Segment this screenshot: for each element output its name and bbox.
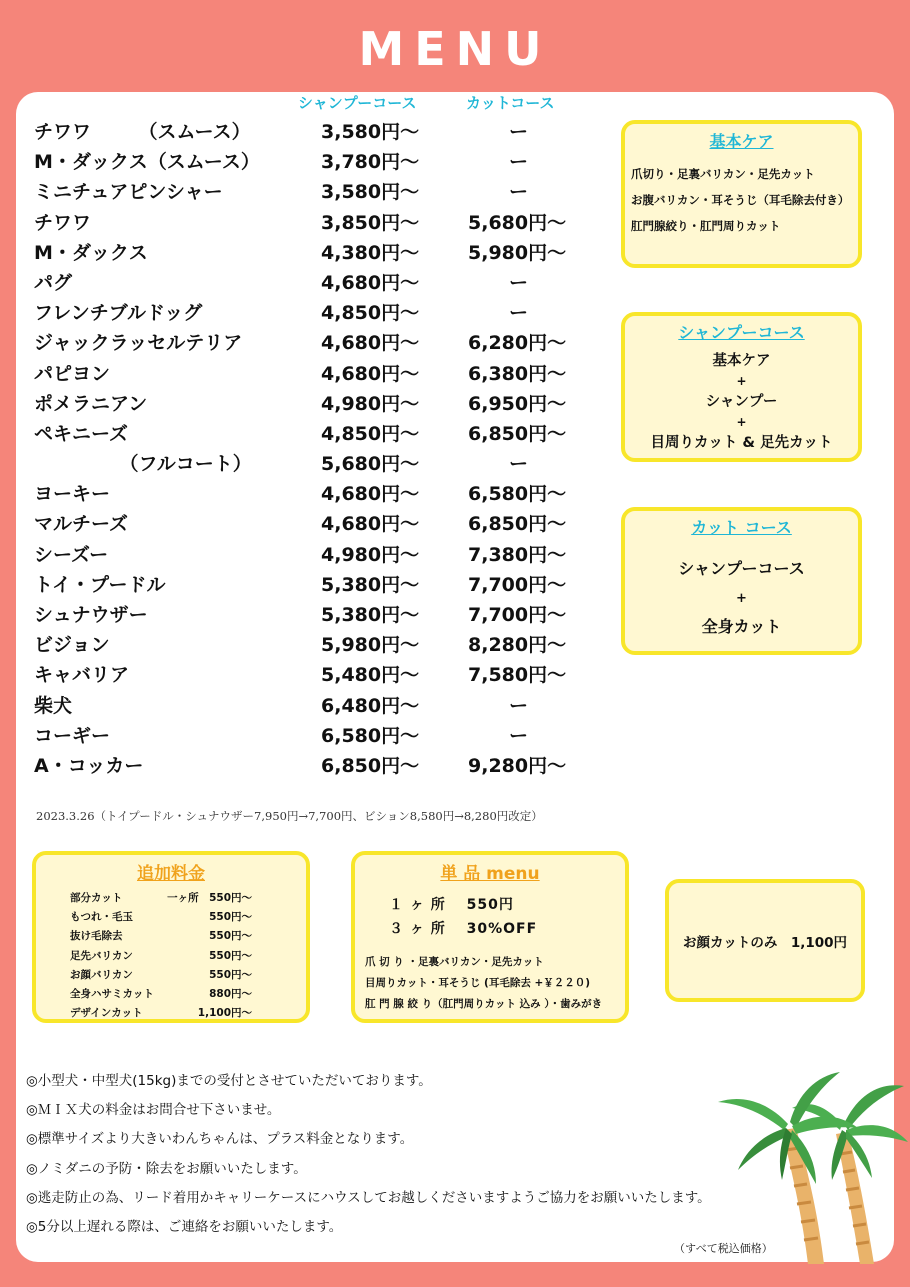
shampoo-price: 4,980円〜 bbox=[321, 543, 420, 566]
note-item: ◎5分以上遅れる際は、ご連絡をお願いいたします。 bbox=[26, 1218, 343, 1235]
tax-note: （すべて税込価格） bbox=[674, 1242, 773, 1255]
shampoo-price: 5,680円〜 bbox=[321, 453, 420, 476]
shampoo-course-line: シャンプー bbox=[705, 394, 778, 410]
shampoo-price: 3,580円〜 bbox=[321, 121, 420, 143]
plus-sign: + bbox=[736, 591, 747, 606]
cut-price: 6,950円〜 bbox=[468, 392, 567, 415]
extra-fee-name: 足先バリカン bbox=[70, 949, 133, 962]
notes-list bbox=[26, 1069, 711, 1244]
note-item: ◎小型犬・中型犬(15kg)までの受付とさせていただいております。 bbox=[26, 1073, 432, 1089]
cut-price: 5,980円〜 bbox=[468, 241, 567, 264]
shampoo-price: 4,680円〜 bbox=[321, 483, 420, 506]
cut-price: ー bbox=[509, 271, 529, 294]
price-row bbox=[34, 477, 594, 507]
breed-name: シュナウザー bbox=[34, 604, 148, 626]
cut-price: 9,280円〜 bbox=[468, 754, 567, 777]
extra-fee-item bbox=[36, 967, 306, 986]
price-row bbox=[34, 447, 594, 477]
cut-price: 7,700円〜 bbox=[468, 604, 567, 626]
shampoo-course-title: シャンプーコース bbox=[678, 323, 805, 342]
cut-price: 6,580円〜 bbox=[468, 483, 567, 506]
extra-fee-price: 550円〜 bbox=[209, 968, 252, 981]
price-row bbox=[34, 175, 594, 205]
shampoo-price: 6,580円〜 bbox=[321, 724, 420, 747]
shampoo-price: 3,780円〜 bbox=[321, 151, 420, 174]
price-row bbox=[34, 357, 594, 387]
revision-note: 2023.3.26（トイプードル・シュナウザー7,950円→7,700円、ビション8,580円→8,280円改定） bbox=[36, 809, 543, 823]
price-row bbox=[34, 206, 594, 236]
shampoo-price: 6,850円〜 bbox=[321, 754, 420, 777]
breed-name: ミニチュアピンシャー bbox=[34, 181, 223, 204]
shampoo-price: 4,850円〜 bbox=[321, 422, 420, 445]
extra-fee-price: 1,100円〜 bbox=[197, 1007, 252, 1020]
price-row bbox=[34, 538, 594, 568]
cut-price: ー bbox=[509, 453, 529, 476]
cut-price: ー bbox=[509, 302, 529, 325]
shampoo-course-box bbox=[621, 312, 862, 462]
column-header-shampoo: シャンプーコース bbox=[298, 94, 417, 112]
breed-name: ポメラニアン bbox=[34, 392, 148, 415]
page-title: MENU bbox=[358, 22, 552, 76]
shampoo-price: 4,850円〜 bbox=[321, 302, 420, 325]
breed-name: キャバリア bbox=[34, 664, 130, 687]
cut-price: 6,380円〜 bbox=[468, 362, 567, 385]
shampoo-price: 4,380円〜 bbox=[321, 241, 420, 264]
shampoo-price: 4,980円〜 bbox=[321, 392, 420, 415]
palm-tree-icon bbox=[712, 1064, 908, 1264]
shampoo-price: 5,380円〜 bbox=[321, 604, 420, 626]
price-row bbox=[34, 145, 594, 175]
shampoo-price: 6,480円〜 bbox=[321, 694, 420, 717]
extra-fees-list bbox=[36, 890, 306, 1024]
extra-fee-item bbox=[36, 1005, 306, 1024]
extra-fee-item bbox=[36, 948, 306, 967]
shampoo-course-line: 目周りカット & 足先カット bbox=[650, 435, 833, 451]
breed-name: パグ bbox=[34, 271, 73, 294]
single-menu-title: 単 品 menu bbox=[440, 864, 540, 884]
cut-price: ー bbox=[509, 121, 529, 143]
extra-fee-name: 抜け毛除去 bbox=[70, 930, 123, 943]
extra-fee-price: 550円〜 bbox=[209, 930, 252, 943]
price-row bbox=[34, 568, 594, 598]
price-row bbox=[34, 749, 594, 779]
extra-fee-name: 部分カット bbox=[70, 892, 123, 904]
breed-name: 柴犬 bbox=[34, 694, 73, 717]
cut-price: ー bbox=[509, 724, 529, 747]
extra-fee-name: もつれ・毛玉 bbox=[70, 911, 133, 924]
cut-price: 6,850円〜 bbox=[468, 513, 567, 536]
price-row bbox=[34, 236, 594, 266]
price-row bbox=[34, 719, 594, 749]
breed-name: ジャックラッセルテリア bbox=[34, 332, 243, 355]
note-item: ◎ＭＩＸ犬の料金はお問合せ下さいませ。 bbox=[26, 1102, 281, 1119]
extra-fee-item bbox=[36, 928, 306, 947]
breed-name: （フルコート） bbox=[34, 453, 252, 476]
extra-fee-price: 一ヶ所 550円〜 bbox=[167, 892, 252, 904]
extra-fee-price: 550円〜 bbox=[209, 911, 252, 924]
extra-fees-title: 追加料金 bbox=[137, 864, 205, 884]
cut-price: 6,280円〜 bbox=[468, 332, 567, 355]
breed-name: コーギー bbox=[34, 724, 111, 747]
price-row bbox=[34, 115, 594, 145]
breed-name: ビジョン bbox=[34, 634, 110, 657]
face-cut-text: お顔カットのみ 1,100円 bbox=[682, 935, 848, 951]
extra-fee-name: お顔バリカン bbox=[70, 968, 133, 981]
basic-care-line: 肛門腺絞り・肛門周りカット bbox=[631, 219, 781, 233]
shampoo-price: 3,580円〜 bbox=[321, 181, 420, 204]
price-row bbox=[34, 507, 594, 537]
breed-name: パピヨン bbox=[34, 362, 111, 385]
shampoo-price: 5,380円〜 bbox=[321, 573, 420, 596]
column-header-cut: カットコース bbox=[466, 94, 555, 112]
breed-name: A・コッカー bbox=[34, 754, 144, 777]
price-table bbox=[34, 115, 594, 779]
breed-name: チワワ （スムース） bbox=[34, 121, 251, 143]
cut-course-line: 全身カット bbox=[701, 617, 782, 636]
extra-fee-name: 全身ハサミカット bbox=[70, 987, 154, 1000]
breed-name: フレンチブルドッグ bbox=[34, 302, 203, 325]
plus-sign: + bbox=[736, 374, 747, 388]
extra-fee-price: 550円〜 bbox=[209, 949, 252, 962]
shampoo-course-line: 基本ケア bbox=[712, 353, 771, 369]
single-menu-line: 肛 門 腺 絞 り（肛門周りカット 込み ）・歯みがき bbox=[365, 998, 603, 1010]
extra-fee-name: デザインカット bbox=[70, 1007, 143, 1020]
extra-fee-item bbox=[36, 986, 306, 1005]
single-menu-box bbox=[351, 851, 629, 1023]
single-menu-three-place: ３ ヶ 所 30%OFF bbox=[389, 921, 538, 937]
price-row bbox=[34, 387, 594, 417]
cut-price: 5,680円〜 bbox=[468, 211, 567, 234]
single-menu-one-place: １ ヶ 所 550円 bbox=[389, 897, 514, 913]
basic-care-box bbox=[621, 120, 862, 268]
breed-name: M・ダックス（スムース） bbox=[34, 151, 260, 174]
extra-fee-price: 880円〜 bbox=[209, 987, 252, 1000]
cut-course-title: カット コース bbox=[691, 518, 792, 537]
shampoo-price: 5,480円〜 bbox=[321, 664, 420, 687]
cut-price: 7,580円〜 bbox=[468, 664, 567, 687]
shampoo-price: 4,680円〜 bbox=[321, 362, 420, 385]
breed-name: マルチーズ bbox=[34, 513, 129, 536]
cut-course-line: シャンプーコース bbox=[678, 559, 805, 578]
price-row bbox=[34, 658, 594, 688]
face-cut-box bbox=[665, 879, 865, 1002]
note-item: ◎逃走防止の為、リード着用かキャリーケースにハウスしてお越しくださいますようご協力をお願いいたします。 bbox=[26, 1189, 711, 1206]
extra-fee-item bbox=[36, 909, 306, 928]
breed-name: チワワ bbox=[34, 211, 92, 234]
breed-name: ヨーキー bbox=[34, 483, 111, 506]
basic-care-line: お腹バリカン・耳そうじ（耳毛除去付き） bbox=[631, 193, 850, 207]
cut-course-box bbox=[621, 507, 862, 655]
price-row bbox=[34, 598, 594, 628]
basic-care-title: 基本ケア bbox=[709, 132, 774, 151]
extra-fee-item bbox=[36, 890, 306, 909]
cut-price: 7,700円〜 bbox=[468, 573, 567, 596]
shampoo-price: 4,680円〜 bbox=[321, 513, 420, 536]
shampoo-price: 5,980円〜 bbox=[321, 634, 420, 657]
breed-name: ペキニーズ bbox=[34, 422, 129, 445]
shampoo-price: 4,680円〜 bbox=[321, 271, 420, 294]
cut-price: ー bbox=[509, 151, 529, 174]
breed-name: M・ダックス bbox=[34, 241, 148, 264]
price-row bbox=[34, 417, 594, 447]
cut-price: 7,380円〜 bbox=[468, 543, 567, 566]
price-row bbox=[34, 689, 594, 719]
price-row bbox=[34, 628, 594, 658]
price-row bbox=[34, 326, 594, 356]
single-menu-line: 爪 切 り ・足裏バリカン・足先カット bbox=[365, 956, 544, 968]
cut-price: 8,280円〜 bbox=[468, 634, 567, 657]
plus-sign: + bbox=[736, 415, 747, 429]
cut-price: 6,850円〜 bbox=[468, 422, 567, 445]
price-row bbox=[34, 266, 594, 296]
breed-name: シーズー bbox=[34, 543, 109, 566]
shampoo-price: 4,680円〜 bbox=[321, 332, 420, 355]
single-menu-line: 目周りカット・耳そうじ (耳毛除去 +￥２２０) bbox=[365, 977, 591, 989]
note-item: ◎標準サイズより大きいわんちゃんは、プラス料金となります。 bbox=[26, 1131, 414, 1148]
basic-care-line: 爪切り・足裏バリカン・足先カット bbox=[631, 167, 815, 181]
cut-price: ー bbox=[509, 694, 529, 717]
breed-name: トイ・プードル bbox=[34, 573, 166, 596]
note-item: ◎ノミダニの予防・除去をお願いいたします。 bbox=[26, 1160, 307, 1177]
shampoo-price: 3,850円〜 bbox=[321, 211, 420, 234]
cut-price: ー bbox=[509, 181, 529, 204]
extra-fees-box bbox=[32, 851, 310, 1023]
price-row bbox=[34, 296, 594, 326]
